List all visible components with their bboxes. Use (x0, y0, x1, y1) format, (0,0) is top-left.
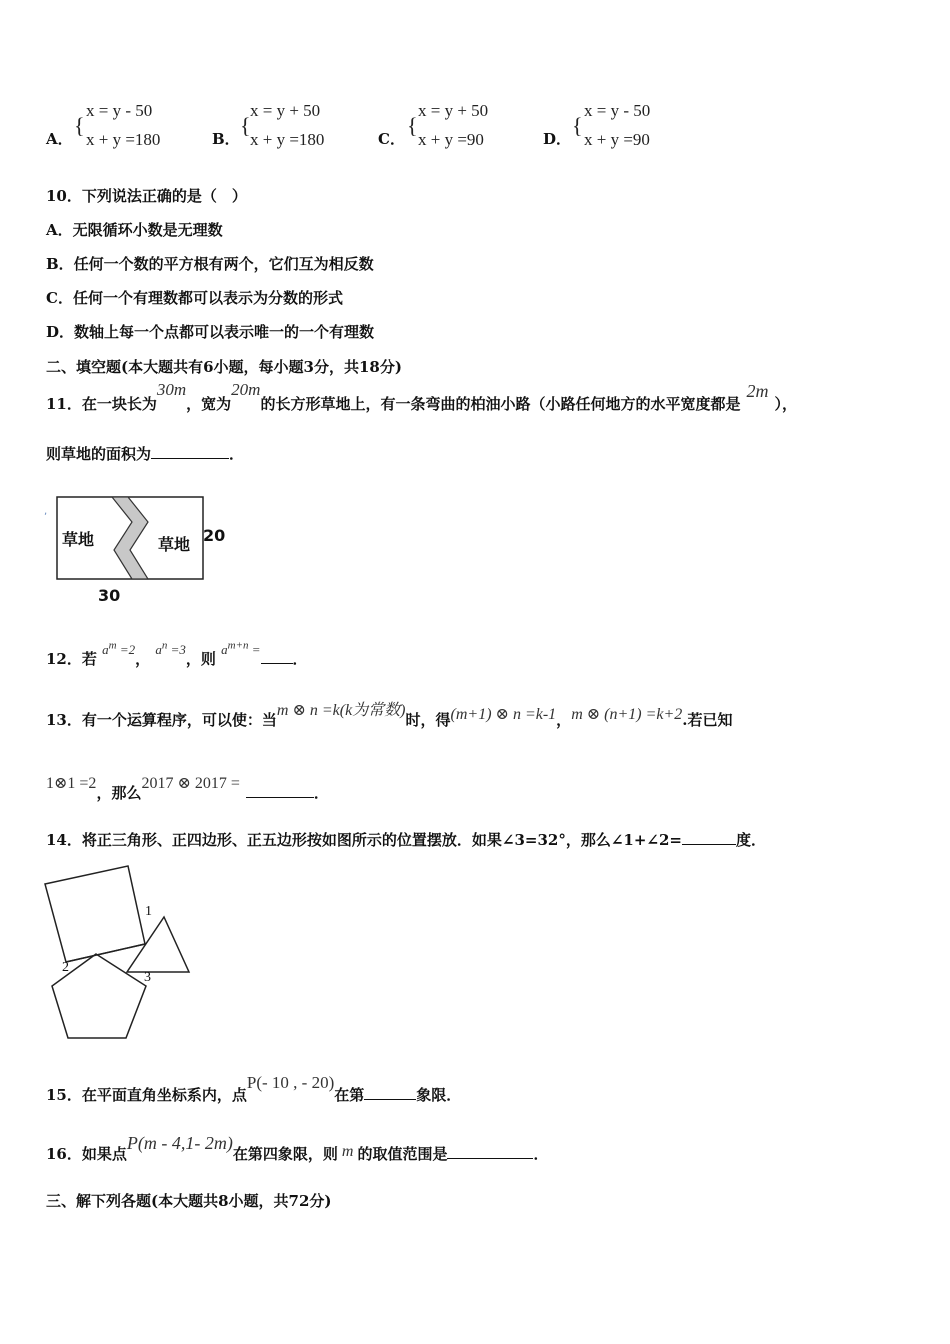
svg-text:,: , (44, 506, 48, 517)
q15-point: P(- 10 , - 20) (246, 1073, 335, 1092)
q14-fig-label-3: 3 (144, 970, 151, 985)
q12-line (46, 639, 308, 669)
q12-text: ， (135, 650, 151, 668)
q13-text: ， (556, 711, 572, 729)
q11-text: ． (229, 445, 245, 463)
q12-exponent: m+n (227, 639, 249, 652)
q16-line (46, 1133, 549, 1164)
q11-line1 (46, 380, 797, 414)
q9-option-d-eq2: x + y =90 (584, 130, 650, 149)
answer-blank (151, 444, 229, 459)
q11-line2 (46, 443, 244, 464)
q11-fig-grass-left: 草地 (62, 530, 95, 549)
q11-fig-width: 30 (98, 586, 121, 605)
q10-option-c: C．任何一个有理数都可以表示为分数的形式 (46, 289, 343, 307)
q12-exponent: n (161, 639, 168, 652)
q16-text: 在第四象限，则 (232, 1145, 338, 1163)
q10-option-d: D．数轴上每一个点都可以表示唯一的一个有理数 (46, 323, 375, 341)
q12-text: 12．若 (46, 650, 97, 668)
q16-text: ． (533, 1145, 549, 1163)
q12-rest: =3 (167, 642, 186, 657)
q9-option-d-label: D． (543, 130, 572, 148)
q13-expr4: 1⊗1 =2 (46, 775, 97, 792)
q13-line2 (46, 775, 329, 803)
q13-expr1: m ⊗ n =k(k为常数) (276, 702, 406, 719)
q16-point: P(m - 4,1- 2m) (126, 1133, 233, 1153)
q9-option-b-label: B． (212, 130, 240, 148)
q11-width: 20m (231, 380, 261, 399)
q11-road-width: 2m (746, 381, 769, 401)
brace-icon: { (240, 113, 251, 138)
q16-text: 的取值范围是 (357, 1145, 448, 1163)
q11-fig-height: 20 (203, 526, 226, 545)
q9-option-c-label: C． (378, 130, 405, 148)
answer-blank (682, 830, 736, 845)
q9-option-a-label: A． (46, 130, 73, 148)
brace-icon: { (407, 113, 418, 138)
q10-stem: 10．下列说法正确的是（ ） (46, 187, 247, 205)
q12-rest: =2 (116, 642, 136, 657)
q13-line1 (46, 702, 733, 730)
q9-option-b-eq2: x + y =180 (250, 130, 325, 149)
q12-expr1 (102, 639, 136, 657)
q11-text: ）， (774, 395, 797, 413)
q12-base: a (155, 642, 162, 657)
q13-expr3: m ⊗ (n+1) =k+2 (571, 706, 683, 723)
q13-expr5: 2017 ⊗ 2017 = (141, 775, 240, 792)
section-2-heading: 二、填空题(本大题共有6小题，每小题3分，共18分) (46, 358, 402, 376)
q12-expr2 (155, 639, 186, 657)
answer-blank (447, 1144, 533, 1159)
q12-rest: = (248, 642, 261, 657)
q12-base: a (102, 642, 109, 657)
q11-fig-grass-right: 草地 (158, 535, 191, 554)
q9-option-a-eq1: x = y - 50 (86, 101, 153, 120)
q12-base: a (221, 642, 228, 657)
q9-option-c-eq2: x + y =90 (418, 130, 484, 149)
q14-fig-label-1: 1 (145, 904, 152, 919)
section-3-heading: 三、解下列各题(本大题共8小题，共72分) (46, 1192, 332, 1210)
q14-text: 14．将正三角形、正四边形、正五边形按如图所示的位置摆放．如果∠3=32°，那么∠1+∠2= (46, 831, 682, 849)
q13-text: .若已知 (682, 711, 733, 729)
q12-text: ． (292, 650, 308, 668)
answer-blank (246, 783, 314, 798)
q14-figure (40, 862, 200, 1047)
q11-text: 则草地的面积为 (46, 445, 152, 463)
q16-variable: m (341, 1143, 354, 1160)
answer-blank (261, 649, 293, 664)
q11-length: 30m (156, 380, 187, 399)
q15-text: 15．在平面直角坐标系内，点 (46, 1086, 247, 1104)
q11-text: 的长方形草地上，有一条弯曲的柏油小路（小路任何地方的水平宽度都是 (260, 395, 741, 413)
q9-option-a-eq2: x + y =180 (86, 130, 161, 149)
q14-text: 度． (735, 831, 766, 849)
q12-expr3 (221, 639, 261, 657)
q13-text: ． (313, 784, 329, 802)
q15-text: 在第 (334, 1086, 365, 1104)
brace-icon: { (74, 113, 85, 138)
q15-line (46, 1073, 462, 1105)
q12-exponent: m (108, 639, 117, 652)
q13-text: 时，得 (405, 711, 451, 729)
q10-option-b: B．任何一个数的平方根有两个，它们互为相反数 (46, 255, 374, 273)
q11-text: ，宽为 (186, 395, 232, 413)
q13-text: ，那么 (96, 784, 142, 802)
q9-option-d-eq1: x = y - 50 (584, 101, 651, 120)
q14-fig-label-2: 2 (62, 960, 69, 975)
q10-option-a: A．无限循环小数是无理数 (46, 221, 223, 239)
q9-option-c-eq1: x = y + 50 (418, 101, 489, 120)
q14-line (46, 829, 766, 850)
q12-text: ，则 (185, 650, 216, 668)
q9-option-b-eq1: x = y + 50 (250, 101, 321, 120)
q11-text: 11．在一块长为 (46, 395, 157, 413)
q16-text: 16．如果点 (46, 1145, 127, 1163)
q11-figure (40, 490, 240, 610)
q13-text: 13．有一个运算程序，可以使：当 (46, 711, 277, 729)
q13-expr2: (m+1) ⊗ n =k-1 (450, 706, 557, 723)
answer-blank (364, 1085, 416, 1100)
brace-icon: { (572, 113, 583, 138)
q15-text: 象限． (416, 1086, 462, 1104)
